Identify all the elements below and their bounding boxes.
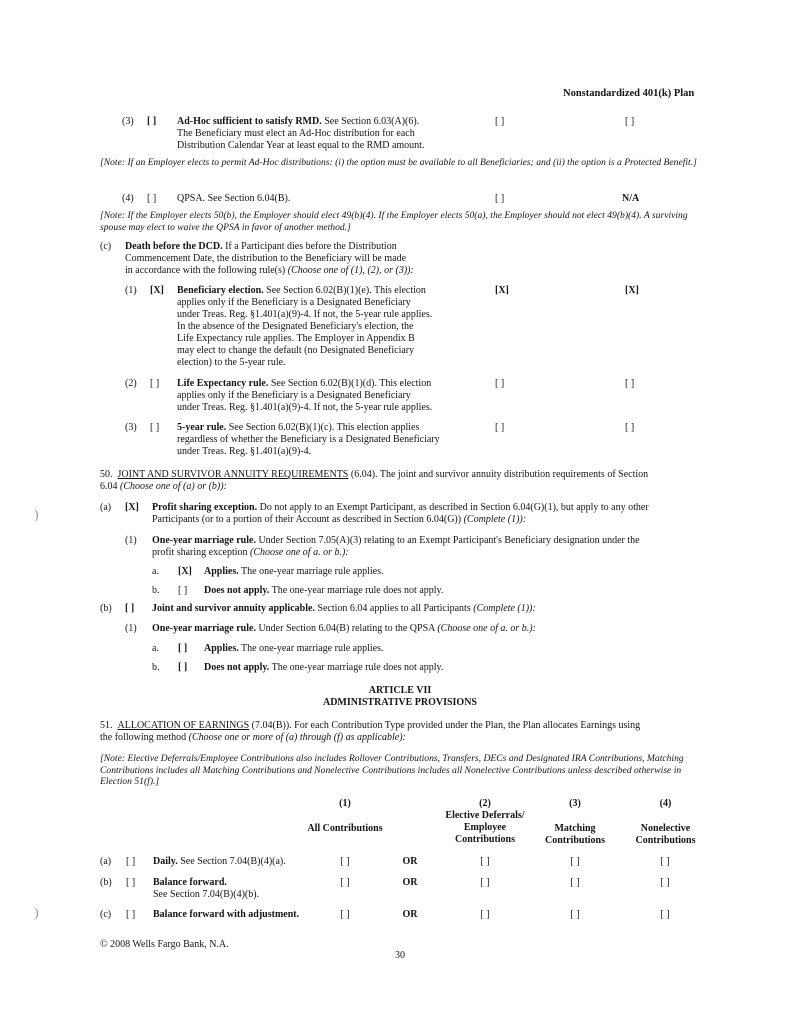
checkbox[interactable]: [ ]: [178, 585, 188, 596]
section-label: (c): [100, 241, 112, 252]
checkbox-column-2[interactable]: [ ]: [625, 422, 635, 433]
checkbox-column-1[interactable]: [ ]: [495, 378, 505, 389]
row-label: (a): [100, 856, 112, 867]
checkbox-column-3[interactable]: [ ]: [570, 877, 580, 888]
beneficiary-election-line: In the absence of the Designated Beneficiary's election, the: [177, 321, 414, 332]
checkbox[interactable]: [ ]: [147, 116, 157, 127]
or-separator: OR: [402, 856, 418, 867]
section-51-heading: 51. ALLOCATION OF EARNINGS (7.04(B)). For each Contribution Type provided under the Plan, the Plan allocates Earnings using: [100, 720, 641, 731]
section-label: (b): [100, 603, 112, 614]
checkbox[interactable]: [ ]: [126, 909, 136, 920]
death-before-dcd-heading: Death before the DCD. If a Participant dies before the Distribution: [125, 241, 397, 252]
item-number: (4): [122, 193, 134, 204]
item-number: (3): [122, 116, 134, 127]
checkbox-column-1[interactable]: [ ]: [340, 877, 350, 888]
checkbox-column-2[interactable]: [ ]: [625, 378, 635, 389]
row-label: (c): [100, 909, 112, 920]
joint-survivor-applicable-text: Joint and survivor annuity applicable. Section 6.04 applies to all Participants (Complete (1)):: [152, 603, 536, 614]
option-label: a.: [152, 643, 159, 654]
checkbox-column-2[interactable]: [ ]: [480, 909, 490, 920]
does-not-apply-text: Does not apply. The one-year marriage rule does not apply.: [204, 585, 444, 596]
checkbox[interactable]: [X]: [125, 502, 139, 513]
header-title: Nonstandardized 401(k) Plan: [563, 88, 695, 99]
scan-binding-mark: ): [34, 508, 39, 523]
adhoc-election-text: Ad-Hoc sufficient to satisfy RMD. See Section 6.03(A)(6).: [177, 116, 420, 127]
checkbox-column-1[interactable]: [ ]: [495, 116, 505, 127]
balance-forward-adjustment-text: Balance forward with adjustment.: [153, 909, 300, 920]
beneficiary-election-line: may elect to change the default (no Designated Beneficiary: [177, 345, 415, 356]
note-qpsa: [Note: If the Employer elects 50(b), the Employer should elect 49(b)(4). If the Employer elects 50(a), the Employer should not elect 49(b)(4). A surviving spouse may elect to waive the QPSA in favor of another method.]: [100, 210, 688, 233]
column-2-na: N/A: [622, 193, 640, 204]
checkbox-column-1[interactable]: [ ]: [340, 856, 350, 867]
column-header-elective: Elective Deferrals/ Employee Contributions: [445, 810, 525, 845]
life-expectancy-line: applies only if the Beneficiary is a Designated Beneficiary: [177, 390, 411, 401]
life-expectancy-text: Life Expectancy rule. See Section 6.02(B)(1)(d). This election: [177, 378, 432, 389]
copyright: © 2008 Wells Fargo Bank, N.A.: [100, 939, 229, 950]
applies-text: Applies. The one-year marriage rule applies.: [204, 566, 384, 577]
column-number: (4): [659, 798, 672, 809]
life-expectancy-line: under Treas. Reg. §1.401(a)(9)-4. If not, the 5-year rule applies.: [177, 402, 433, 413]
item-number: (1): [125, 535, 137, 546]
one-year-marriage-rule-text: One-year marriage rule. Under Section 7.05(A)(3) relating to an Exempt Participant's Beneficiary designation under the: [152, 535, 640, 546]
five-year-rule-text: 5-year rule. See Section 6.02(B)(1)(c). This election applies: [177, 422, 420, 433]
beneficiary-election-line: applies only if the Beneficiary is a Designated Beneficiary: [177, 297, 411, 308]
checkbox-column-3[interactable]: [ ]: [570, 909, 580, 920]
checkbox[interactable]: [ ]: [126, 877, 136, 888]
checkbox[interactable]: [X]: [150, 285, 164, 296]
item-number: (3): [125, 422, 137, 433]
item-number: (1): [125, 285, 137, 296]
checkbox-column-1[interactable]: [ ]: [495, 193, 505, 204]
column-number: (2): [479, 798, 491, 809]
beneficiary-election-line: Life Expectancy rule applies. The Employer in Appendix B: [177, 333, 415, 344]
does-not-apply-text: Does not apply. The one-year marriage rule does not apply.: [204, 662, 444, 673]
checkbox-column-2[interactable]: [X]: [625, 285, 639, 296]
death-before-dcd-line-2: Commencement Date, the distribution to the Beneficiary will be made: [125, 253, 407, 264]
checkbox[interactable]: [ ]: [126, 856, 136, 867]
balance-forward-ref: See Section 7.04(B)(4)(b).: [153, 889, 260, 900]
checkbox[interactable]: [ ]: [178, 662, 188, 673]
checkbox[interactable]: [ ]: [178, 643, 188, 654]
applies-text: Applies. The one-year marriage rule applies.: [204, 643, 384, 654]
note-adhoc: [Note: If an Employer elects to permit Ad-Hoc distributions: (i) the option must be available to all Beneficiaries; and (ii) the option is a Protected Benefit.]: [100, 157, 697, 168]
section-label: (a): [100, 502, 112, 513]
checkbox-column-2[interactable]: [ ]: [480, 856, 490, 867]
checkbox-column-3[interactable]: [ ]: [570, 856, 580, 867]
checkbox[interactable]: [ ]: [125, 603, 135, 614]
section-50-line-2: 6.04 (Choose one of (a) or (b)):: [100, 481, 227, 492]
checkbox-column-2[interactable]: [ ]: [625, 116, 635, 127]
column-number: (1): [339, 798, 351, 809]
page-number: 30: [395, 950, 405, 961]
column-number: (3): [569, 798, 581, 809]
profit-sharing-exception-text: Profit sharing exception. Do not apply to an Exempt Participant, as described in Section 6.04(G)(1), but apply to any other: [152, 502, 649, 513]
section-50-heading: 50. JOINT AND SURVIVOR ANNUITY REQUIREMENTS (6.04). The joint and survivor annuity distribution requirements of Section: [100, 469, 649, 480]
column-header-matching: Matching Contributions: [544, 823, 605, 846]
column-header-all: All Contributions: [307, 823, 383, 834]
checkbox-column-1[interactable]: [ ]: [340, 909, 350, 920]
one-year-marriage-rule-qpsa-text: One-year marriage rule. Under Section 6.04(B) relating to the QPSA (Choose one of a. or b.):: [152, 623, 536, 634]
option-label: b.: [152, 662, 160, 673]
beneficiary-election-line: under Treas. Reg. §1.401(a)(9)-4. If not, the 5-year rule applies.: [177, 309, 433, 320]
beneficiary-election-text: Beneficiary election. See Section 6.02(B)(1)(e). This election: [177, 285, 426, 296]
item-number: (1): [125, 623, 137, 634]
five-year-rule-line: under Treas. Reg. §1.401(a)(9)-4.: [177, 446, 312, 457]
beneficiary-election-line: election) to the 5-year rule.: [177, 357, 286, 368]
checkbox-column-4[interactable]: [ ]: [660, 909, 670, 920]
article-title: ARTICLE VII: [368, 685, 432, 696]
scan-binding-mark: ): [34, 906, 39, 921]
item-number: (2): [125, 378, 137, 389]
article-subtitle: ADMINISTRATIVE PROVISIONS: [322, 697, 477, 708]
checkbox-column-4[interactable]: [ ]: [660, 877, 670, 888]
option-label: b.: [152, 585, 160, 596]
five-year-rule-line: regardless of whether the Beneficiary is a Designated Beneficiary: [177, 434, 440, 445]
or-separator: OR: [402, 909, 418, 920]
or-separator: OR: [402, 877, 418, 888]
checkbox[interactable]: [ ]: [147, 193, 157, 204]
one-year-marriage-rule-line-2: profit sharing exception (Choose one of a. or b.):: [152, 547, 349, 558]
section-51-line-2: the following method (Choose one or more of (a) through (f) as applicable):: [100, 732, 406, 743]
note-earnings: [Note: Elective Deferrals/Employee Contributions also includes Rollover Contributions, Transfers, DECs and Designated IRA Contributions, Matching Contributions includes all Matching Contributions and Nonelective Contributions includes all Nonelective Contributions unless described otherwise in Election 51(f).]: [100, 753, 684, 788]
balance-forward-text: Balance forward.: [153, 877, 227, 888]
adhoc-line-2: The Beneficiary must elect an Ad-Hoc distribution for each: [177, 128, 415, 139]
checkbox-column-4[interactable]: [ ]: [660, 856, 670, 867]
death-before-dcd-line-3: in accordance with the following rule(s) (Choose one of (1), (2), or (3)):: [125, 265, 414, 276]
checkbox-column-1[interactable]: [ ]: [495, 422, 505, 433]
checkbox[interactable]: [X]: [178, 566, 192, 577]
checkbox-column-2[interactable]: [ ]: [480, 877, 490, 888]
qpsa-text: QPSA. See Section 6.04(B).: [177, 193, 291, 204]
adhoc-line-3: Distribution Calendar Year at least equal to the RMD amount.: [177, 140, 425, 151]
checkbox[interactable]: [ ]: [150, 378, 160, 389]
option-label: a.: [152, 566, 159, 577]
checkbox-column-1[interactable]: [X]: [495, 285, 509, 296]
checkbox[interactable]: [ ]: [150, 422, 160, 433]
profit-sharing-exception-line-2: Participants (or to a portion of their Account as described in Section 6.04(G)) (Complete (1)):: [152, 514, 527, 525]
daily-text: Daily. See Section 7.04(B)(4)(a).: [153, 856, 286, 867]
column-header-nonelective: Nonelective Contributions: [635, 823, 696, 846]
row-label: (b): [100, 877, 112, 888]
